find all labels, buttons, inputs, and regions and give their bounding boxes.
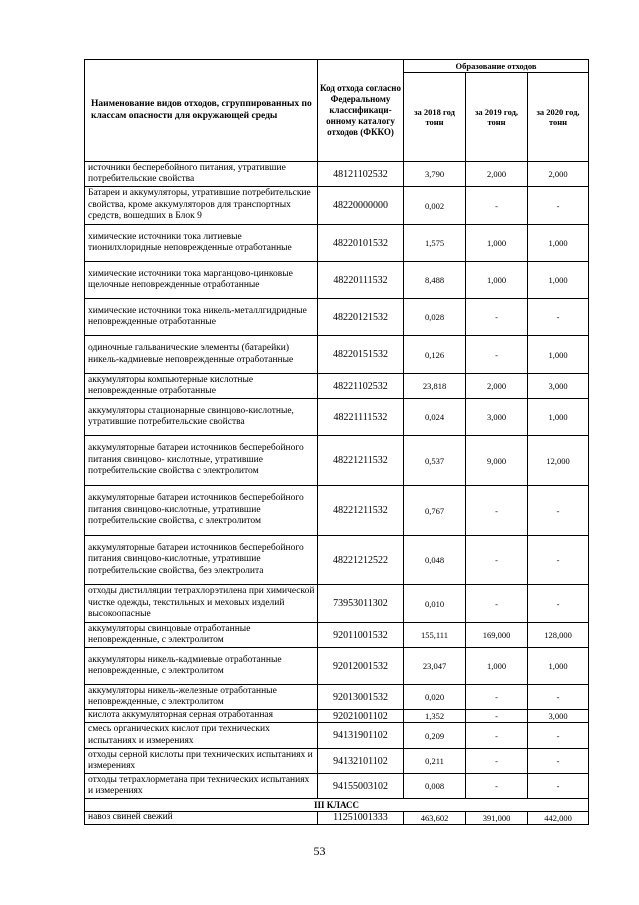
value-2018-cell: 0,048: [404, 536, 466, 585]
value-2020-cell: 12,000: [528, 436, 589, 486]
waste-name-cell: аккумуляторные батареи источников бесперебойного питания свинцово-кислотные, утратившие потребительские свойства, без электролита: [85, 536, 318, 585]
value-2019-cell: -: [466, 486, 528, 536]
waste-code-cell: 48221111532: [318, 399, 404, 436]
value-2018-cell: 155,111: [404, 623, 466, 648]
waste-code-cell: 48220111532: [318, 262, 404, 299]
waste-code-cell: 92021001102: [318, 710, 404, 723]
value-2020-cell: -: [528, 723, 589, 749]
waste-code-cell: 92011001532: [318, 623, 404, 648]
waste-code-cell: 48221211532: [318, 486, 404, 536]
value-2018-cell: 0,024: [404, 399, 466, 436]
waste-name-cell: аккумуляторные батареи источников бесперебойного питания свинцово- кислотные, утратившие потребительские свойства с электролитом: [85, 436, 318, 486]
table-row: [85, 187, 589, 225]
waste-code-cell: 48221102532: [318, 374, 404, 399]
value-2020-cell: 2,000: [528, 162, 589, 187]
value-2020-cell: -: [528, 299, 589, 336]
value-2019-cell: -: [466, 187, 528, 225]
waste-code-cell: 48220101532: [318, 225, 404, 262]
value-2020-cell: 1,000: [528, 225, 589, 262]
value-2020-cell: 442,000: [528, 812, 589, 825]
table-row: [85, 486, 589, 536]
waste-code-cell: 92013001532: [318, 685, 404, 710]
table-row: [85, 536, 589, 585]
value-2018-cell: 0,537: [404, 436, 466, 486]
waste-code-cell: 94132101102: [318, 749, 404, 774]
header-name-column: Наименование видов отходов, сгруппированных по классам опасности для окружающей среды: [85, 60, 318, 162]
value-2018-cell: 23,047: [404, 648, 466, 685]
header-code-column: Код отхода согласно Федеральному классификаци-онному каталогу отходов (ФККО): [318, 60, 404, 162]
value-2019-cell: -: [466, 749, 528, 774]
table-row: [85, 399, 589, 436]
value-2020-cell: 1,000: [528, 399, 589, 436]
table-row: [85, 585, 589, 623]
header-year-2019: за 2019 год, тонн: [466, 73, 528, 162]
value-2020-cell: 128,000: [528, 623, 589, 648]
table-row: [85, 262, 589, 299]
waste-name-cell: аккумуляторы никель-железные отработанные неповрежденные, с электролитом: [85, 685, 318, 710]
value-2020-cell: 3,000: [528, 374, 589, 399]
table-row: [85, 225, 589, 262]
value-2018-cell: 0,767: [404, 486, 466, 536]
value-2019-cell: 391,000: [466, 812, 528, 825]
value-2019-cell: 1,000: [466, 648, 528, 685]
value-2019-cell: 9,000: [466, 436, 528, 486]
value-2018-cell: 0,126: [404, 336, 466, 374]
value-2018-cell: 8,488: [404, 262, 466, 299]
class-heading: III КЛАСС: [85, 799, 589, 812]
value-2019-cell: 1,000: [466, 262, 528, 299]
value-2019-cell: 3,000: [466, 399, 528, 436]
value-2019-cell: -: [466, 299, 528, 336]
waste-code-cell: 94155003102: [318, 774, 404, 799]
waste-name-cell: кислота аккумуляторная серная отработанная: [85, 710, 318, 723]
table-row: [85, 710, 589, 723]
waste-name-cell: химические источники тока никель-металлгидридные неповрежденные отработанные: [85, 299, 318, 336]
table-row: [85, 774, 589, 799]
waste-name-cell: источники бесперебойного питания, утратившие потребительские свойства: [85, 162, 318, 187]
value-2020-cell: -: [528, 774, 589, 799]
value-2020-cell: 1,000: [528, 648, 589, 685]
waste-name-cell: Батареи и аккумуляторы, утратившие потребительские свойства, кроме аккумуляторов для транспортных средств, вошедших в Блок 9: [85, 187, 318, 225]
waste-name-cell: аккумуляторы никель-кадмиевые отработанные неповрежденные, с электролитом: [85, 648, 318, 685]
waste-code-cell: 73953011302: [318, 585, 404, 623]
value-2018-cell: 0,008: [404, 774, 466, 799]
waste-code-cell: 48121102532: [318, 162, 404, 187]
waste-name-cell: аккумуляторы свинцовые отработанные неповрежденные, с электролитом: [85, 623, 318, 648]
value-2019-cell: 2,000: [466, 162, 528, 187]
waste-table: [84, 59, 589, 825]
waste-code-cell: 48220121532: [318, 299, 404, 336]
table-row: [85, 299, 589, 336]
table-row: [85, 623, 589, 648]
value-2020-cell: -: [528, 685, 589, 710]
value-2019-cell: -: [466, 536, 528, 585]
value-2019-cell: -: [466, 336, 528, 374]
waste-code-cell: 92012001532: [318, 648, 404, 685]
value-2018-cell: 0,020: [404, 685, 466, 710]
value-2019-cell: 1,000: [466, 225, 528, 262]
value-2018-cell: 23,818: [404, 374, 466, 399]
value-2020-cell: -: [528, 585, 589, 623]
waste-name-cell: аккумуляторы стационарные свинцово-кислотные, утратившие потребительские свойства: [85, 399, 318, 436]
header-year-2018: за 2018 год тонн: [404, 73, 466, 162]
waste-code-cell: 94131901102: [318, 723, 404, 749]
waste-code-cell: 48220000000: [318, 187, 404, 225]
waste-name-cell: навоз свиней свежий: [85, 812, 318, 825]
table-row: [85, 162, 589, 187]
header-formation-group: Образование отходов: [404, 60, 589, 73]
waste-name-cell: аккумуляторы компьютерные кислотные неповрежденные отработанные: [85, 374, 318, 399]
waste-code-cell: 48221211532: [318, 436, 404, 486]
table-row: [85, 336, 589, 374]
table-row: [85, 749, 589, 774]
table-row: [85, 648, 589, 685]
table-row: [85, 374, 589, 399]
waste-code-cell: 11251001333: [318, 812, 404, 825]
value-2019-cell: -: [466, 723, 528, 749]
value-2019-cell: -: [466, 585, 528, 623]
value-2018-cell: 0,002: [404, 187, 466, 225]
waste-name-cell: химические источники тока литиевые тионилхлоридные неповрежденные отработанные: [85, 225, 318, 262]
value-2020-cell: -: [528, 749, 589, 774]
value-2020-cell: 3,000: [528, 710, 589, 723]
value-2019-cell: -: [466, 685, 528, 710]
waste-code-cell: 48221212522: [318, 536, 404, 585]
class-heading-row: [85, 799, 589, 812]
header-year-2020: за 2020 год, тонн: [528, 73, 589, 162]
value-2020-cell: -: [528, 187, 589, 225]
value-2018-cell: 0,010: [404, 585, 466, 623]
value-2019-cell: 2,000: [466, 374, 528, 399]
value-2020-cell: 1,000: [528, 336, 589, 374]
table-row: [85, 436, 589, 486]
waste-name-cell: аккумуляторные батареи источников бесперебойного питания свинцово-кислотные, утратившие потребительские свойства, с электролитом: [85, 486, 318, 536]
value-2020-cell: 1,000: [528, 262, 589, 299]
waste-name-cell: отходы серной кислоты при технических испытаниях и измерениях: [85, 749, 318, 774]
value-2020-cell: -: [528, 536, 589, 585]
waste-name-cell: отходы дистилляции тетрахлорэтилена при химической чистке одежды, текстильных и меховых изделий высокоопасные: [85, 585, 318, 623]
table-row: [85, 685, 589, 710]
value-2018-cell: 0,209: [404, 723, 466, 749]
page-number: 53: [313, 844, 326, 858]
value-2020-cell: -: [528, 486, 589, 536]
table-row: [85, 812, 589, 825]
value-2018-cell: 3,790: [404, 162, 466, 187]
value-2018-cell: 0,211: [404, 749, 466, 774]
waste-name-cell: смесь органических кислот при технических испытаниях и измерениях: [85, 723, 318, 749]
value-2018-cell: 0,028: [404, 299, 466, 336]
value-2018-cell: 1,575: [404, 225, 466, 262]
value-2019-cell: -: [466, 710, 528, 723]
table-row: [85, 723, 589, 749]
waste-name-cell: химические источники тока марганцово-цинковые щелочные неповрежденные отработанные: [85, 262, 318, 299]
value-2019-cell: 169,000: [466, 623, 528, 648]
waste-name-cell: одиночные гальванические элементы (батарейки) никель-кадмиевые неповрежденные отработанные: [85, 336, 318, 374]
waste-code-cell: 48220151532: [318, 336, 404, 374]
waste-name-cell: отходы тетрахлорметана при технических испытаниях и измерениях: [85, 774, 318, 799]
value-2019-cell: -: [466, 774, 528, 799]
value-2018-cell: 463,602: [404, 812, 466, 825]
table-body: [85, 162, 589, 825]
value-2018-cell: 1,352: [404, 710, 466, 723]
